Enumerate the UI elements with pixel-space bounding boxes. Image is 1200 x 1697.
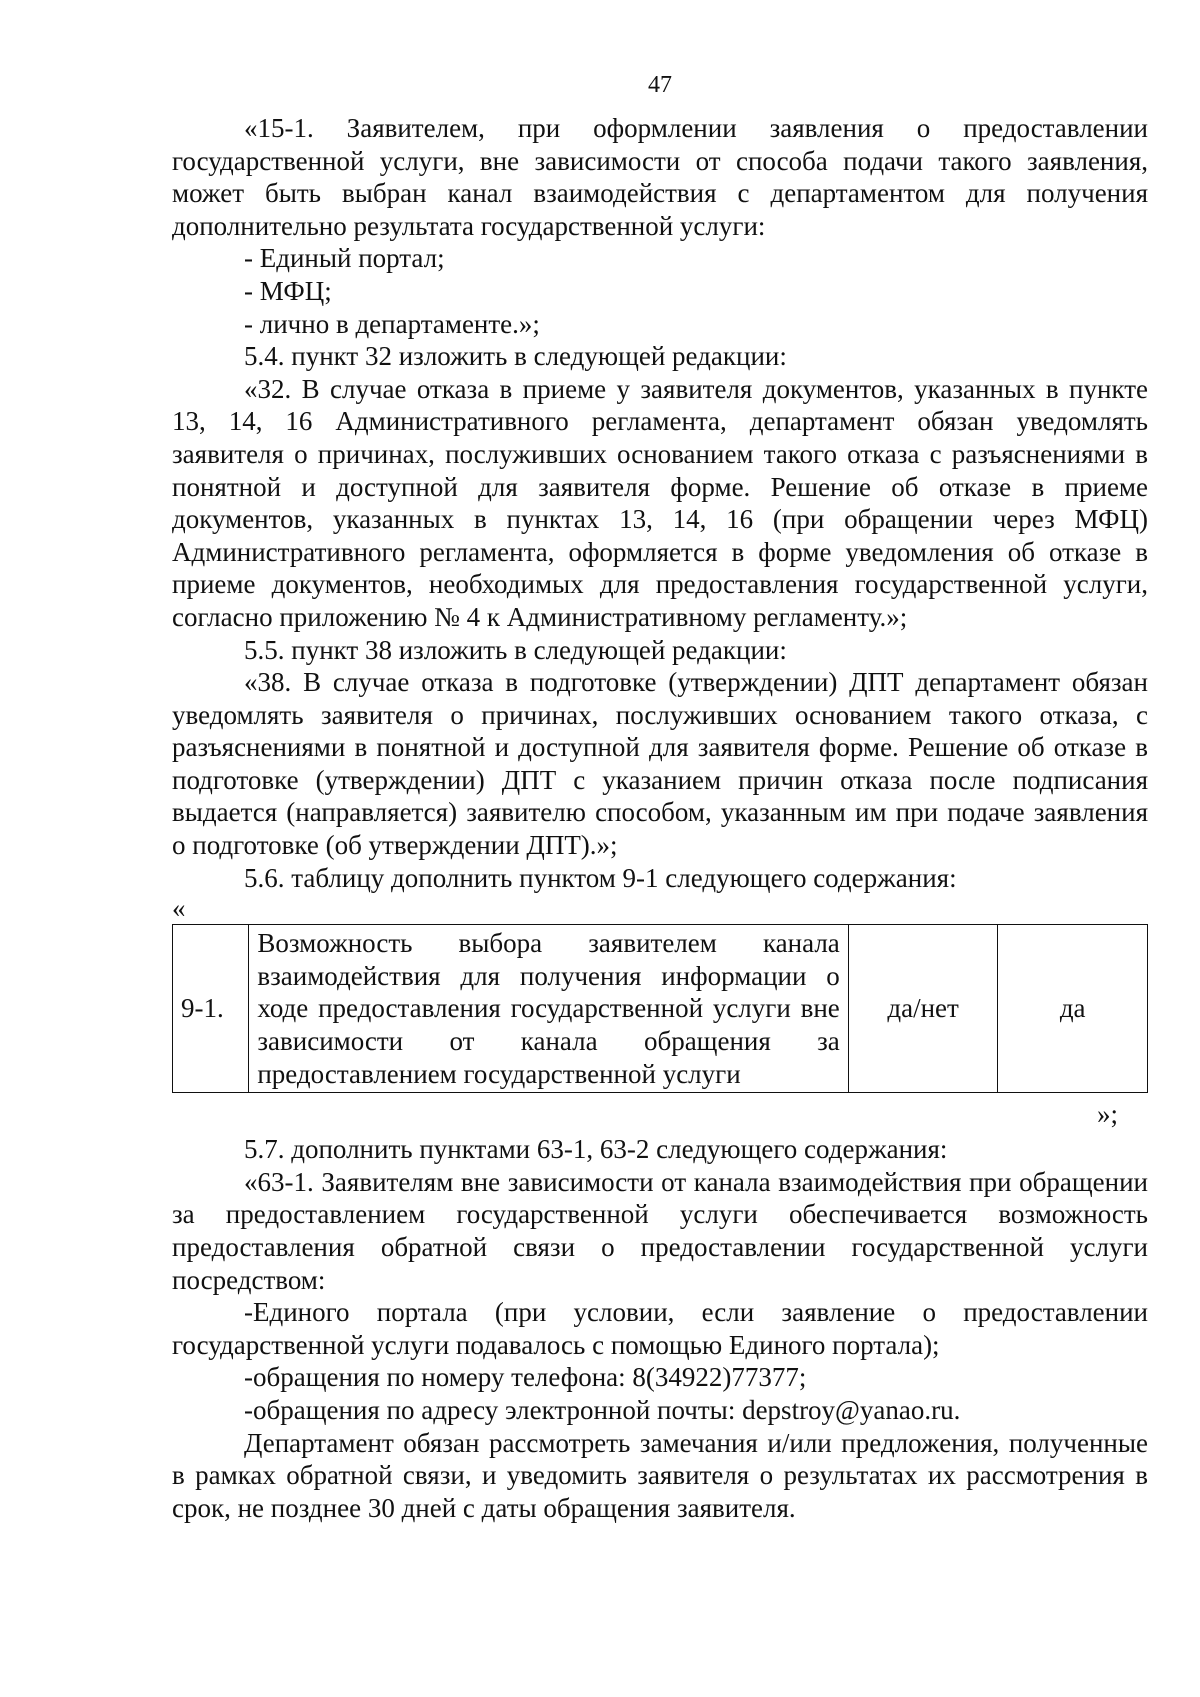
list-item-portal: - Единый портал;	[244, 243, 445, 274]
table-close-quote: »;	[1096, 1099, 1118, 1130]
list-item-mfc: - МФЦ;	[244, 275, 332, 306]
text-block-before-table	[172, 112, 1148, 894]
list-item-phone: -обращения по номеру телефона: 8(34922)77377;	[244, 1362, 807, 1393]
row-number-cell: 9-1.	[173, 925, 249, 1093]
paragraph-32: «32. В случае отказа в приеме у заявителя документов, указанных в пункте 13, 14, 16 Административного регламента, департамент обязан уведомлять заявителя о причинах, послуживших основанием такого отказа с разъяснениями в понятной и доступной для заявителя форме. Решение об отказе в приеме документов, указанных в пунктах 13, 14, 16 (при обращении через МФЦ) Административного регламента, оформляется в форме уведомления об отказе в приеме документов, необходимых для предоставления государственной услуги, согласно приложению № 4 к Административному регламенту.»;	[172, 373, 1148, 632]
page-number: 47	[648, 72, 672, 98]
paragraph-5-7: 5.7. дополнить пунктами 63-1, 63-2 следующего содержания:	[244, 1134, 948, 1165]
table-row	[173, 925, 1148, 1093]
paragraph-15-1: «15-1. Заявителем, при оформлении заявления о предоставлении государственной услуги, вне зависимости от способа подачи такого заявления, может быть выбран канал взаимодействия с департаментом для получения дополнительно результата государственной услуги:	[172, 113, 1148, 241]
table-open-quote: «	[172, 893, 186, 924]
row-options-cell: да/нет	[848, 925, 998, 1093]
paragraph-38: «38. В случае отказа в подготовке (утверждении) ДПТ департамент обязан уведомлять заявителя о причинах, послуживших основанием такого отказа, с разъяснениями в понятной и доступной для заявителя форме. Решение об отказе в подготовке (утверждении) ДПТ с указанием причин отказа после подписания выдается (направляется) заявителю способом, указанным им при подаче заявления о подготовке (об утверждении ДПТ).»;	[172, 667, 1148, 861]
row-value-cell: да	[998, 925, 1148, 1093]
paragraph-5-4: 5.4. пункт 32 изложить в следующей редакции:	[244, 341, 787, 372]
amendment-table	[172, 924, 1148, 1093]
list-item-unified-portal: -Единого портала (при условии, если заявление о предоставлении государственной услуги подавалось с помощью Единого портала);	[172, 1297, 1148, 1360]
list-item-department: - лично в департаменте.»;	[244, 308, 540, 339]
list-item-email: -обращения по адресу электронной почты: depstroy@yanao.ru.	[244, 1394, 961, 1425]
paragraph-5-6: 5.6. таблицу дополнить пунктом 9-1 следующего содержания:	[244, 862, 957, 893]
row-description-cell: Возможность выбора заявителем канала взаимодействия для получения информации о ходе предоставления государственной услуги вне зависимости от канала обращения за предоставлением государственной услуги	[249, 925, 848, 1093]
paragraph-63-1: «63-1. Заявителям вне зависимости от канала взаимодействия при обращении за предоставлением государственной услуги обеспечивается возможность предоставления обратной связи о предоставлении государственной услуги посредством:	[172, 1166, 1148, 1295]
paragraph-department-obligation: Департамент обязан рассмотреть замечания и/или предложения, полученные в рамках обратной связи, и уведомить заявителя о результатах их рассмотрения в срок, не позднее 30 дней с даты обращения заявителя.	[172, 1427, 1148, 1523]
text-block-after-table	[172, 1133, 1148, 1524]
paragraph-5-5: 5.5. пункт 38 изложить в следующей редакции:	[244, 634, 787, 665]
document-page	[172, 70, 1148, 1524]
